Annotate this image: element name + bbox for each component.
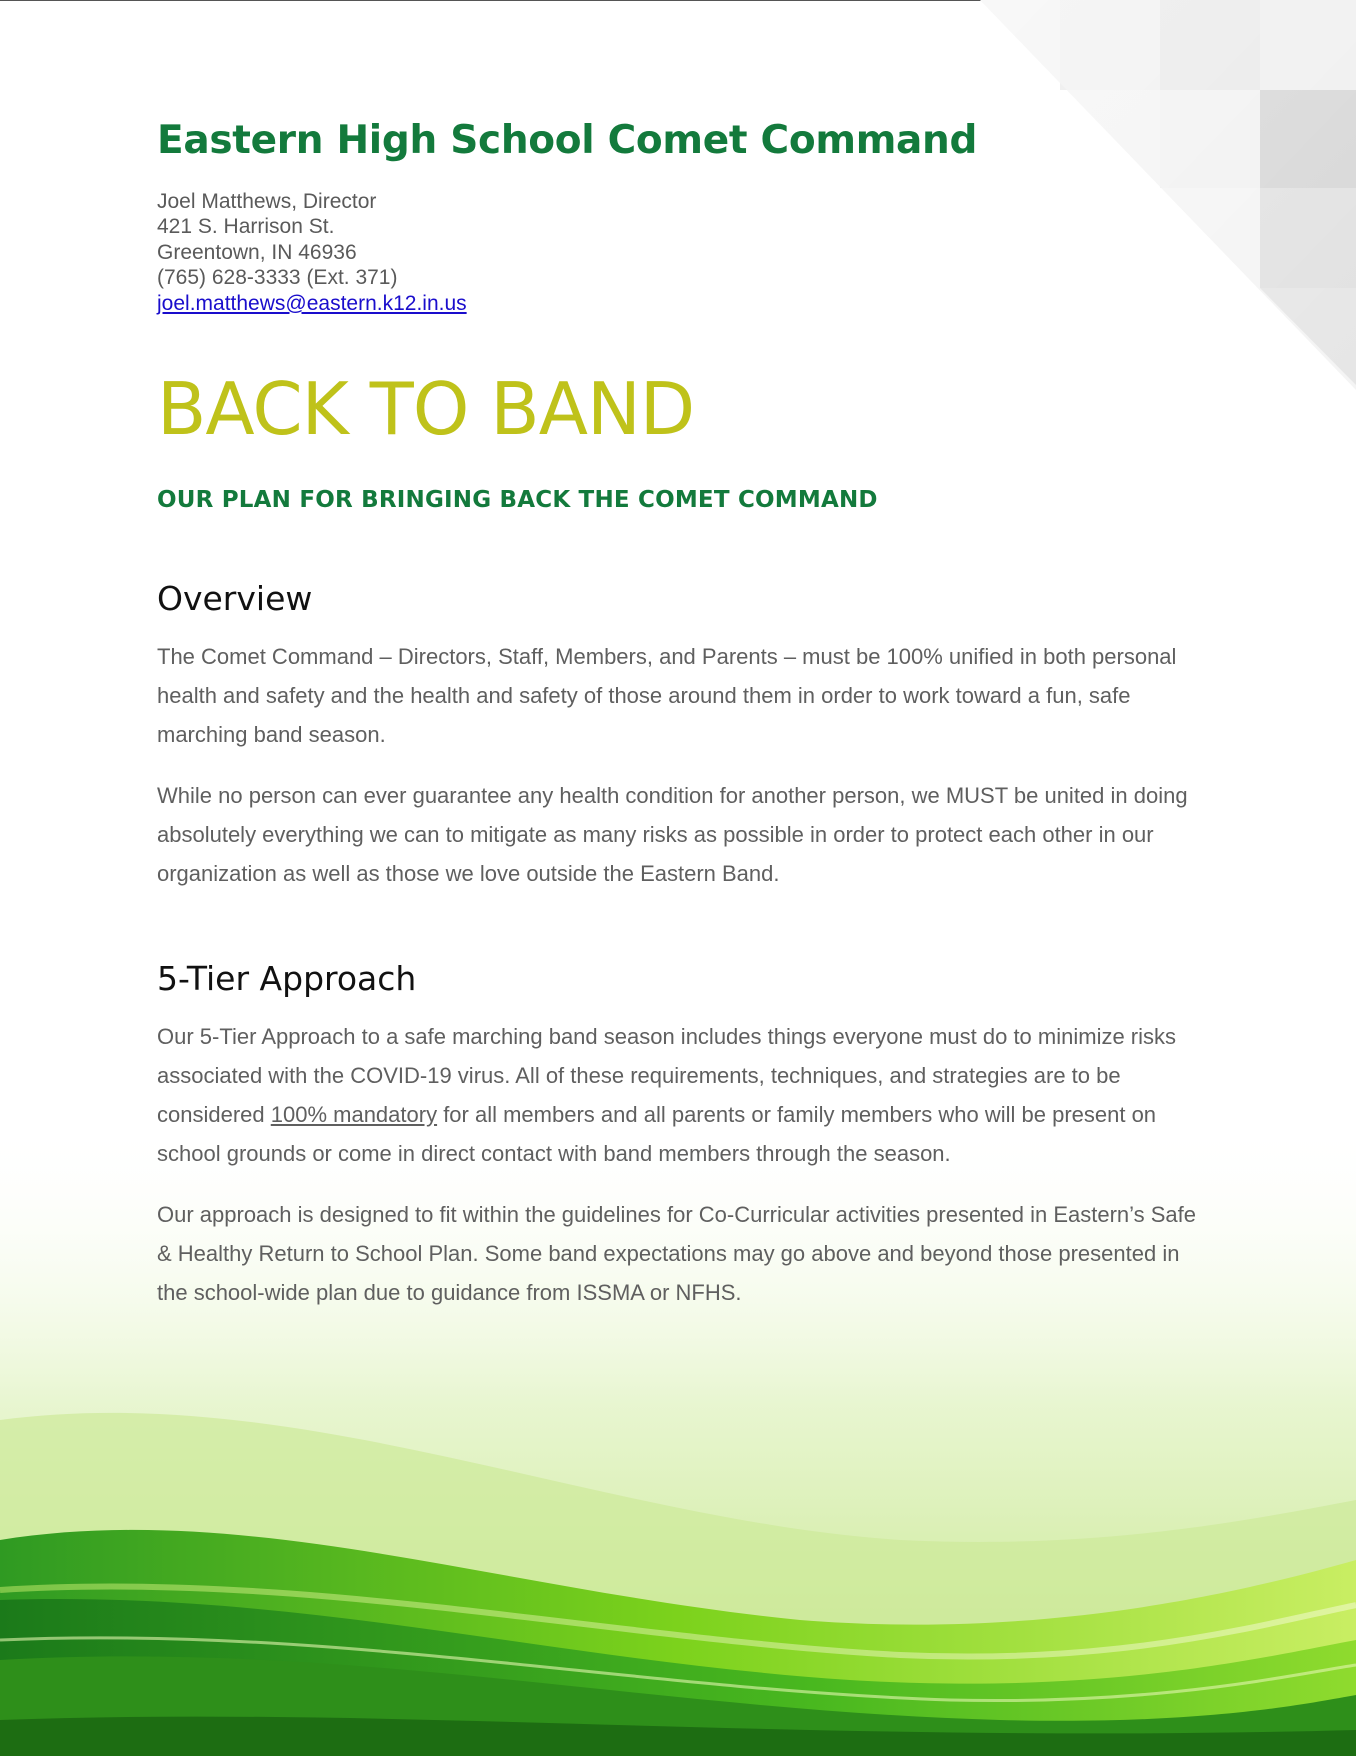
five-tier-heading: 5-Tier Approach (157, 959, 417, 999)
contact-block (157, 189, 1207, 317)
email-link[interactable]: joel.matthews@eastern.k12.in.us (157, 291, 467, 315)
mandatory-emphasis: 100% mandatory (270, 1101, 438, 1127)
five-tier-paragraph-1 (157, 1017, 1207, 1173)
five-tier-p1-text-start: Our 5-Tier Approach to a safe marching band season includes things everyone must do to minimize risks associated with the COVID-19 virus. All of these requirements, techniques, and strategies are to be considered (157, 1023, 1177, 1127)
street-address: 421 S. Harrison St. (157, 215, 335, 239)
overview-heading: Overview (157, 579, 313, 619)
phone-number: (765) 628-3333 (Ext. 371) (157, 266, 398, 290)
subtitle: OUR PLAN FOR BRINGING BACK THE COMET COMMAND (157, 487, 878, 514)
document-content (157, 118, 1207, 1312)
main-title: BACK TO BAND (157, 367, 695, 452)
five-tier-paragraph-2: Our approach is designed to fit within the guidelines for Co-Curricular activities presented in Eastern’s Safe & Healthy Return to School Plan. Some band expectations may go above and beyond those presented in the school-wide plan due to guidance from ISSMA or NFHS. (157, 1201, 1197, 1305)
director-name: Joel Matthews, Director (157, 189, 377, 213)
overview-paragraph-1: The Comet Command – Directors, Staff, Members, and Parents – must be 100% unified in both personal health and safety and the health and safety of those around them in order to work toward a fun, safe marching band season. (157, 644, 1177, 748)
five-tier-p1-text-end: for all members and all parents or family members who will be present on school grounds or come in direct contact with band members through the season. (157, 1101, 1157, 1166)
organization-title: Eastern High School Comet Command (157, 118, 978, 163)
overview-paragraph-2: While no person can ever guarantee any health condition for another person, we MUST be united in doing absolutely everything we can to mitigate as many risks as possible in order to protect each other in our organization as well as those we love outside the Eastern Band. (157, 783, 1188, 887)
city-state-zip: Greentown, IN 46936 (157, 240, 357, 264)
